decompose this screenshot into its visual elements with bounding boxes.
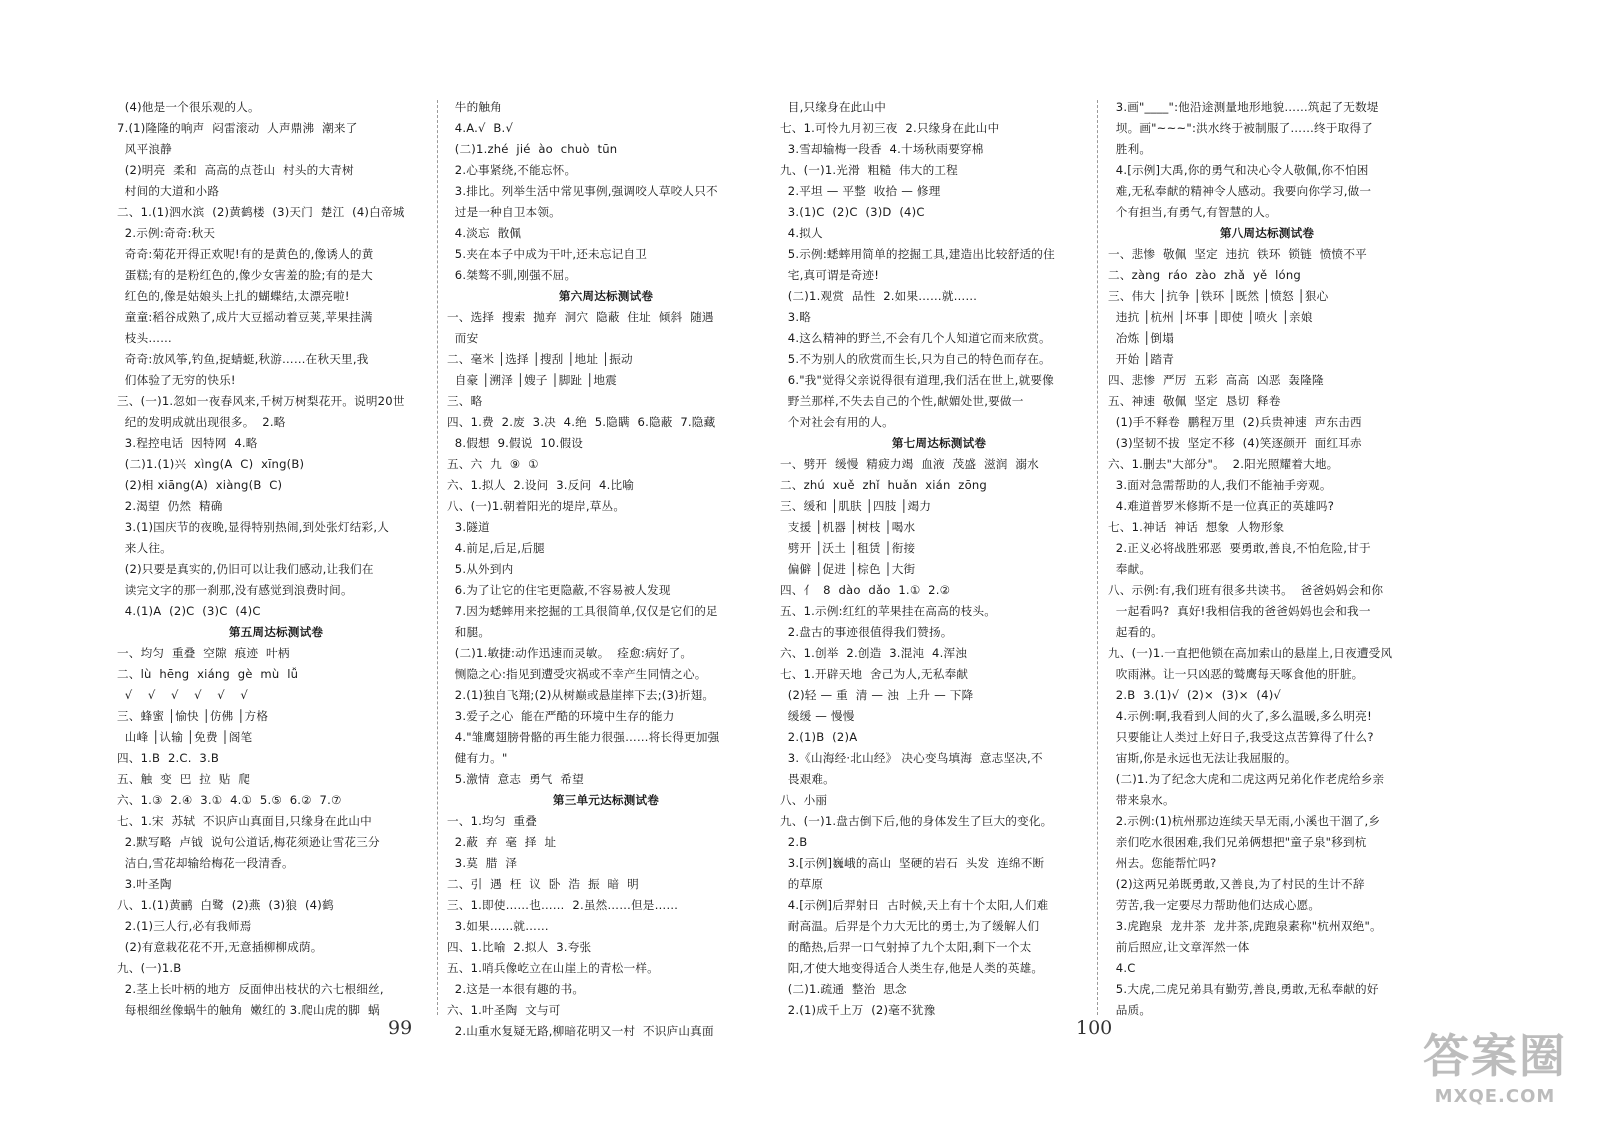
answer-line: (二)1.敏捷:动作迅速而灵敏。 痊愈:病好了。 [447, 646, 693, 660]
answer-line: 四、1.比喻 2.拟人 3.夸张 [447, 940, 592, 954]
answer-line: 只要能让人类过上好日子,我受这点苦算得了什么? [1108, 730, 1374, 744]
answer-line: 恻隐之心:指见到遭受灾祸或不幸产生同情之心。 [447, 667, 707, 681]
answer-line: 四、亻 8 dào dǎo 1.① 2.② [780, 583, 951, 597]
answer-line: 二、lù hēng xiáng gè mù lǚ [117, 667, 299, 681]
answer-line: 5.示例:蟋蟀用简单的挖掘工具,建造出比较舒适的住 [780, 247, 1055, 261]
column-divider [437, 100, 438, 1015]
column-1 [117, 97, 435, 1027]
answer-line: 六、1.③ 2.④ 3.① 4.① 5.⑤ 6.② 7.⑦ [117, 793, 342, 807]
answer-line: 缓缓 — 慢慢 [780, 709, 855, 723]
answer-line: 个对社会有用的人。 [780, 415, 894, 429]
answer-line: 4.A.√ B.√ [447, 121, 514, 135]
answer-line: 二、zhú xuě zhǐ huǎn xián zōng [780, 478, 987, 492]
answer-line: (二)1.观赏 品性 2.如果……就…… [780, 289, 978, 303]
answer-line: 偏僻 │促进 │棕色 │大街 [780, 562, 916, 576]
answer-line: (4)他是一个很乐观的人。 [117, 100, 260, 114]
answer-line: 坝。画"~~~":洪水终于被制服了……终于取得了 [1108, 121, 1373, 135]
answer-line: 来人往。 [117, 541, 172, 555]
answer-line: 四、悲惨 严厉 五彩 高高 凶恶 轰隆隆 [1108, 373, 1324, 387]
answer-line: 4.淡忘 散佩 [447, 226, 522, 240]
answer-line: 三、缓和 │肌肤 │四肢 │竭力 [780, 499, 932, 513]
answer-line: 而安 [447, 331, 479, 345]
answer-line: 宙斯,你是永远也无法让我屈服的。 [1108, 751, 1297, 765]
answer-line: 3.虎跑泉 龙井茶 龙井茶,虎跑泉素称"杭州双绝"。 [1108, 919, 1382, 933]
column-divider [1097, 100, 1098, 1015]
answer-line: 2.(1)B (2)A [780, 730, 858, 744]
answer-line: (二)1.zhé jié ào chuò tūn [447, 142, 618, 156]
section-heading: 第五周达标测试卷 [228, 625, 324, 639]
answer-line: 每根细丝像蜗牛的触角 嫩红的 3.爬山虎的脚 蜗 [117, 1003, 380, 1017]
answer-line: 4.C [1108, 961, 1136, 975]
answer-line: 4.(1)A (2)C (3)C (4)C [117, 604, 261, 618]
answer-line: 目,只缘身在此山中 [780, 100, 887, 114]
answer-line: 畏艰难。 [780, 772, 835, 786]
section-heading: 第三单元达标测试卷 [552, 793, 660, 807]
answer-line: (3)坚韧不拔 坚定不移 (4)笑逐颜开 面红耳赤 [1108, 436, 1362, 450]
answer-line: 2.B 3.(1)√ (2)× (3)× (4)√ [1108, 688, 1282, 702]
answer-line: 七、1.神话 神话 想象 人物形象 [1108, 520, 1285, 534]
answer-line: 前后照应,让文章浑然一体 [1108, 940, 1250, 954]
answer-line: 二、zàng ráo zào zhǎ yě lóng [1108, 268, 1301, 282]
answer-line: 3.《山海经·北山经》 决心变鸟填海 意志坚决,不 [780, 751, 1043, 765]
answer-line: 2.示例:奇奇:秋天 [117, 226, 216, 240]
answer-line: 6."我"觉得父亲说得很有道理,我们活在世上,就要像 [780, 373, 1054, 387]
answer-line: 四、1.B 2.C. 3.B [117, 751, 220, 765]
answer-line: 3.雪却输梅一段香 4.十场秋雨要穿棉 [780, 142, 984, 156]
answer-line: 四、1.费 2.废 3.决 4.绝 5.隐瞒 6.隐蔽 7.隐藏 [447, 415, 716, 429]
answer-line: 3.(1)C (2)C (3)D (4)C [780, 205, 925, 219]
answer-line: 4.拟人 [780, 226, 823, 240]
answer-line: (2)明亮 柔和 高高的点苍山 村头的大青树 [117, 163, 354, 177]
answer-line: 2.正义必将战胜邪恶 要勇敢,善良,不怕危险,甘于 [1108, 541, 1371, 555]
answer-line: 宅,真可谓是奇迹! [780, 268, 880, 282]
column-4 [1108, 97, 1426, 1027]
answer-line: 九、(一)1.一直把他锁在高加索山的悬崖上,日夜遭受风 [1108, 646, 1393, 660]
answer-line: 洁白,雪花却输给梅花一段清香。 [117, 856, 294, 870]
answer-line: 起看的。 [1108, 625, 1163, 639]
answer-line: 劈开 │沃土 │租赁 │衔接 [780, 541, 916, 555]
answer-line: 的酷热,后羿一口气射掉了九个太阳,剩下一个太 [780, 940, 1032, 954]
answer-line: 奇奇:菊花开得正欢呢!有的是黄色的,像诱人的黄 [117, 247, 374, 261]
answer-line: 4.这么精神的野兰,不会有几个人知道它而来欣赏。 [780, 331, 1051, 345]
answer-line: 2.山重水复疑无路,柳暗花明又一村 不识庐山真面 [447, 1024, 714, 1038]
answer-line: 2.默写略 卢钺 说句公道话,梅花须逊让雪花三分 [117, 835, 380, 849]
answer-line: 5.夹在本子中成为干叶,还未忘记自卫 [447, 247, 648, 261]
answer-line: 纪的发明成就出现很多。 2.略 [117, 415, 286, 429]
answer-line: 五、触 变 巴 拉 贴 爬 [117, 772, 251, 786]
answer-line: 2.B [780, 835, 808, 849]
answer-line: 九、(一)1.光滑 粗糙 伟大的工程 [780, 163, 958, 177]
answer-line: 吹雨淋。让一只凶恶的鹫鹰每天啄食他的肝脏。 [1108, 667, 1364, 681]
answer-line: 2.(1)三人行,必有我师焉 [117, 919, 252, 933]
answer-line: 4."雏鹰翅膀骨骼的再生能力很强……将长得更加强 [447, 730, 720, 744]
answer-line: 过是一种自卫本领。 [447, 205, 561, 219]
answer-line: 牛的触角 [447, 100, 502, 114]
answer-line: 二、毫米 │选择 │搜刮 │地址 │振动 [447, 352, 633, 366]
answer-line: 八、示例:有,我们班有很多共读书。 爸爸妈妈会和你 [1108, 583, 1384, 597]
answer-line: (2)相 xiāng(A) xiàng(B C) [117, 478, 283, 492]
answer-line: 蛋糕;有的是粉红色的,像少女害羞的脸;有的是大 [117, 268, 373, 282]
answer-line: (2)轻 — 重 清 — 浊 上升 — 下降 [780, 688, 974, 702]
answer-line: 3.(1)国庆节的夜晚,显得特别热闹,到处张灯结彩,人 [117, 520, 389, 534]
answer-line: 枝头…… [117, 331, 172, 345]
answer-line: 的草原 [780, 877, 824, 891]
answer-line: 冶炼 │倒塌 [1108, 331, 1175, 345]
answer-line: 3.隧道 [447, 520, 490, 534]
answer-line: 八、(一)1.朝着阳光的堤岸,草丛。 [447, 499, 626, 513]
answer-line: 4.示例:啊,我看到人间的火了,多么温暖,多么明亮! [1108, 709, 1372, 723]
answer-line: (二)1.疏通 整治 思念 [780, 982, 907, 996]
answer-line: 六、1.拟人 2.设问 3.反问 4.比喻 [447, 478, 635, 492]
section-heading: 第七周达标测试卷 [891, 436, 987, 450]
answer-line: 2.这是一本很有趣的书。 [447, 982, 585, 996]
answer-line: 山峰 │认输 │免费 │阁笔 [117, 730, 253, 744]
watermark-site: MXQE.COM [1434, 1086, 1556, 1107]
answer-line: 2.心事紧绕,不能忘怀。 [447, 163, 577, 177]
answer-line: 二、引 遇 枉 议 卧 浩 振 暗 明 [447, 877, 639, 891]
page-number-right: 100 [1076, 1017, 1113, 1039]
column-3 [780, 97, 1098, 1027]
answer-line: 州去。您能帮忙吗? [1108, 856, 1217, 870]
answer-line: 3.面对急需帮助的人,我们不能袖手旁观。 [1108, 478, 1332, 492]
answer-line: 一、选择 搜索 抛弃 洞穴 隐蔽 住址 倾斜 随遇 [447, 310, 714, 324]
answer-line: 6.桀骜不驯,刚强不屈。 [447, 268, 577, 282]
answer-line: 开始 │踏青 [1108, 352, 1175, 366]
answer-line: 4.难道普罗米修斯不是一位真正的英雄吗? [1108, 499, 1335, 513]
answer-line: 健有力。" [447, 751, 508, 765]
answer-line: (2)这两兄弟既勇敢,又善良,为了村民的生计不辞 [1108, 877, 1365, 891]
answer-line: 六、1.叶圣陶 文与可 [447, 1003, 561, 1017]
answer-line: 九、(一)1.B [117, 961, 182, 975]
answer-line: 5.激情 意志 勇气 希望 [447, 772, 584, 786]
answer-line: 风平浪静 [117, 142, 172, 156]
answer-line: 红色的,像是姑娘头上扎的蝴蝶结,太漂亮啦! [117, 289, 350, 303]
section-heading: 第八周达标测试卷 [1219, 226, 1315, 240]
answer-line: 5.大虎,二虎兄弟具有勤劳,善良,勇敢,无私奉献的好 [1108, 982, 1379, 996]
answer-line: (二)1.(1)兴 xìng(A C) xīng(B) [117, 457, 305, 471]
section-heading: 第六周达标测试卷 [558, 289, 654, 303]
answer-line: 2.(1)独自飞翔;(2)从树巅或悬崖摔下去;(3)折翅。 [447, 688, 715, 702]
answer-line: (2)只要是真实的,仍旧可以让我们感动,让我们在 [117, 562, 374, 576]
watermark-logo [1420, 1027, 1570, 1119]
answer-line: 7.(1)隆隆的响声 闷雷滚动 人声鼎沸 潮来了 [117, 121, 358, 135]
answer-line: (1)手不释卷 鹏程万里 (2)兵贵神速 声东击西 [1108, 415, 1362, 429]
page-number-left: 99 [388, 1017, 413, 1039]
answer-line: 三、伟大 │抗争 │铁环 │既然 │愤怒 │狠心 [1108, 289, 1329, 303]
answer-line: 九、(一)1.盘古倒下后,他的身体发生了巨大的变化。 [780, 814, 1053, 828]
answer-line: 六、1.删去"大部分"。 2.阳光照耀着大地。 [1108, 457, 1339, 471]
answer-line: 8.假想 9.假说 10.假设 [447, 436, 584, 450]
answer-line: 七、1.宋 苏轼 不识庐山真面目,只缘身在此山中 [117, 814, 372, 828]
answer-line: 三、略 [447, 394, 483, 408]
answer-line: 奉献。 [1108, 562, 1152, 576]
answer-line: 耐高温。后羿是个力大无比的勇士,为了缓解人们 [780, 919, 1040, 933]
answer-line: 五、神速 敬佩 坚定 恳切 释卷 [1108, 394, 1281, 408]
answer-line: 3.叶圣陶 [117, 877, 172, 891]
answer-line: 阳,才使大地变得适合人类生存,他是人类的英雄。 [780, 961, 1044, 975]
answer-line: 2.渴望 仍然 精确 [117, 499, 223, 513]
answer-line: 2.示例:(1)杭州那边连续天旱无雨,小溪也干涸了,乡 [1108, 814, 1381, 828]
answer-line: 七、1.可怜九月初三夜 2.只缘身在此山中 [780, 121, 1000, 135]
answer-line: 3.画"____":他沿途测量地形地貌……筑起了无数堤 [1108, 100, 1379, 114]
answer-line: 三、蜂蜜 │愉快 │仿佛 │方格 [117, 709, 269, 723]
answer-line: 一起看吗? 真好!我相信我的爸爸妈妈也会和我一 [1108, 604, 1371, 618]
answer-line: 三、1.即使……也…… 2.虽然……但是…… [447, 898, 679, 912]
answer-line: 3.略 [780, 310, 812, 324]
answer-line: 六、1.创举 2.创造 3.混沌 4.浑浊 [780, 646, 968, 660]
answer-line: 6.为了让它的住宅更隐蔽,不容易被人发现 [447, 583, 671, 597]
answer-line: 自豪 │溯泽 │嫂子 │脚趾 │地震 [447, 373, 617, 387]
column-2 [447, 97, 765, 1038]
answer-line: 一、1.均匀 重叠 [447, 814, 537, 828]
answer-line: 和腿。 [447, 625, 491, 639]
answer-line: 3.[示例]巍峨的高山 坚硬的岩石 头发 连绵不断 [780, 856, 1045, 870]
answer-line: 一、均匀 重叠 空隙 痕迹 叶柄 [117, 646, 290, 660]
answer-line: 2.(1)成千上万 (2)毫不犹豫 [780, 1003, 936, 1017]
answer-line: 村间的大道和小路 [117, 184, 220, 198]
answer-line: 4.[示例]大禹,你的勇气和决心令人敬佩,你不怕困 [1108, 163, 1369, 177]
answer-line: 2.盘古的事迹很值得我们赞扬。 [780, 625, 953, 639]
answer-line: (2)有意栽花花不开,无意插柳柳成荫。 [117, 940, 323, 954]
answer-line: 3.爱子之心 能在严酷的环境中生存的能力 [447, 709, 675, 723]
answer-line: 个有担当,有勇气,有智慧的人。 [1108, 205, 1277, 219]
answer-line: 4.[示例]后羿射日 古时候,天上有十个太阳,人们难 [780, 898, 1049, 912]
answer-line: 2.蔽 弃 毫 择 址 [447, 835, 557, 849]
answer-line: 亲们吃水很困难,我们兄弟俩想把"童子泉"移到杭 [1108, 835, 1367, 849]
watermark-main: 答案圈 [1423, 1029, 1567, 1083]
answer-line: 二、1.(1)泗水滨 (2)黄鹤楼 (3)天门 楚江 (4)白帝城 [117, 205, 405, 219]
answer-line: (二)1.为了纪念大虎和二虎这两兄弟化作老虎给乡亲 [1108, 772, 1385, 786]
answer-line: 2.平坦 — 平整 收拾 — 修理 [780, 184, 941, 198]
answer-line: 野兰那样,不失去自己的个性,献媚处世,要做一 [780, 394, 1024, 408]
answer-line: 违抗 │杭州 │坏事 │即使 │喷火 │亲娘 [1108, 310, 1313, 324]
answer-line: 五、1.示例:红红的苹果挂在高高的枝头。 [780, 604, 997, 618]
answer-line: 4.前足,后足,后腿 [447, 541, 545, 555]
answer-line: 难,无私奉献的精神令人感动。我要向你学习,做一 [1108, 184, 1372, 198]
answer-line: 3.如果……就…… [447, 919, 549, 933]
answer-line: 读完文字的那一刹那,没有感觉到浪费时间。 [117, 583, 353, 597]
answer-line: 3.莫 腊 泽 [447, 856, 518, 870]
answer-line: 2.茎上长叶柄的地方 反面伸出枝状的六七根细丝, [117, 982, 384, 996]
answer-line: 童童:稻谷成熟了,成片大豆摇动着豆荚,苹果挂满 [117, 310, 373, 324]
answer-line: 胜利。 [1108, 142, 1152, 156]
answer-line: 五、1.哨兵像屹立在山崖上的青松一样。 [447, 961, 659, 975]
answer-line: 一、悲惨 敬佩 坚定 违抗 铁环 锁链 愤愤不平 [1108, 247, 1367, 261]
answer-line: 三、(一)1.忽如一夜春风来,千树万树梨花开。说明20世 [117, 394, 405, 408]
answer-line: 们体验了无穷的快乐! [117, 373, 236, 387]
answer-line: 5.从外到内 [447, 562, 514, 576]
answer-line: 一、劈开 缓慢 精疲力竭 血液 茂盛 滋润 溺水 [780, 457, 1039, 471]
answer-line: 八、小丽 [780, 793, 828, 807]
answer-line: 奇奇:放风筝,钓鱼,捉蜻蜓,秋游……在秋天里,我 [117, 352, 369, 366]
answer-line: 品质。 [1108, 1003, 1152, 1017]
answer-line: 五、六 九 ⑨ ① [447, 457, 539, 471]
answer-line: 5.不为别人的欣赏而生长,只为自己的特色而存在。 [780, 352, 1051, 366]
answer-line: 带来泉水。 [1108, 793, 1175, 807]
answer-line: 八、1.(1)黄鹂 白鹭 (2)燕 (3)狼 (4)鹤 [117, 898, 334, 912]
answer-line: 劳苦,我一定要尽力帮助他们达成心愿。 [1108, 898, 1321, 912]
answer-line: 3.程控电话 因特网 4.略 [117, 436, 258, 450]
answer-line: 3.排比。列举生活中常见事例,强调咬人草咬人只不 [447, 184, 718, 198]
answer-line: 支援 │机器 │树枝 │喝水 [780, 520, 916, 534]
answer-line: 七、1.开辟天地 舍己为人,无私奉献 [780, 667, 969, 681]
answer-line: 7.因为蟋蟀用来挖掘的工具很简单,仅仅是它们的足 [447, 604, 718, 618]
answer-line: √ √ √ √ √ √ [117, 688, 249, 702]
